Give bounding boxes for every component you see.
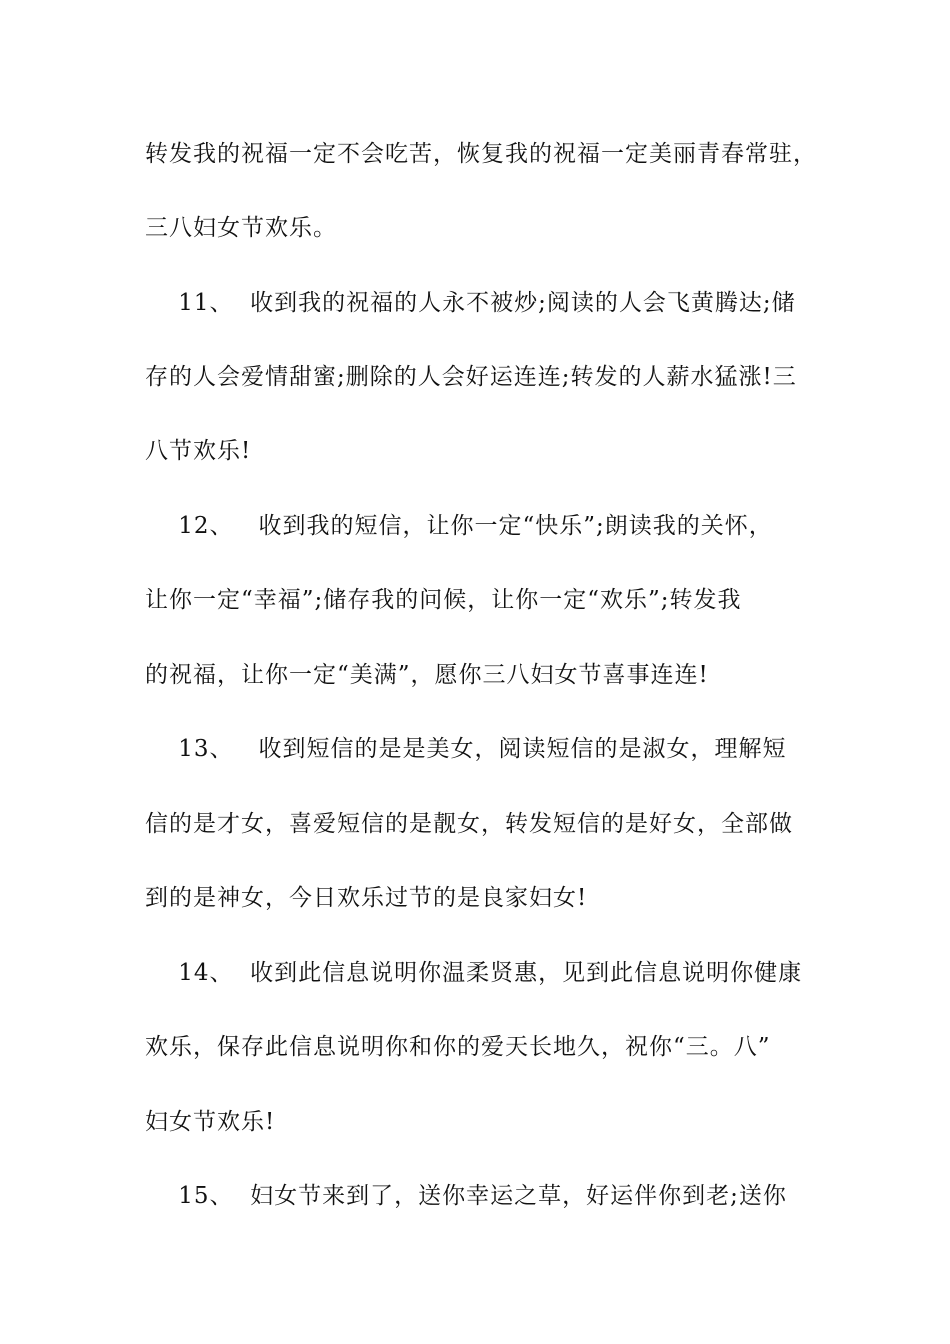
text-line: 让你一定“幸福”;储存我的问候，让你一定“欢乐”;转发我 (145, 587, 742, 613)
list-item-14: 14、 收到此信息说明你温柔贤惠，见到此信息说明你健康 (145, 960, 803, 986)
text-line: 到的是神女，今日欢乐过节的是良家妇女! (145, 885, 588, 911)
text-line: 存的人会爱情甜蜜;删除的人会好运连连;转发的人薪水猛涨!三 (145, 364, 797, 390)
list-item-13: 13、 收到短信的是是美女，阅读短信的是淑女，理解短 (145, 736, 787, 762)
text-line: 欢乐，保存此信息说明你和你的爱天长地久，祝你“三。八” (145, 1034, 771, 1060)
list-item-12: 12、 收到我的短信，让你一定“快乐”;朗读我的关怀， (145, 513, 773, 539)
list-item-15: 15、 妇女节来到了，送你幸运之草，好运伴你到老;送你 (145, 1183, 787, 1209)
text-line: 妇女节欢乐! (145, 1109, 276, 1135)
text-line: 转发我的祝福一定不会吃苦，恢复我的祝福一定美丽青春常驻， (145, 141, 817, 167)
text-line: 八节欢乐! (145, 438, 252, 464)
list-item-11: 11、 收到我的祝福的人永不被炒;阅读的人会飞黄腾达;储 (145, 290, 796, 316)
text-line: 三八妇女节欢乐。 (145, 215, 337, 241)
text-line: 信的是才女，喜爱短信的是靓女，转发短信的是好女，全部做 (145, 811, 793, 837)
text-line: 的祝福，让你一定“美满”，愿你三八妇女节喜事连连! (145, 662, 709, 688)
